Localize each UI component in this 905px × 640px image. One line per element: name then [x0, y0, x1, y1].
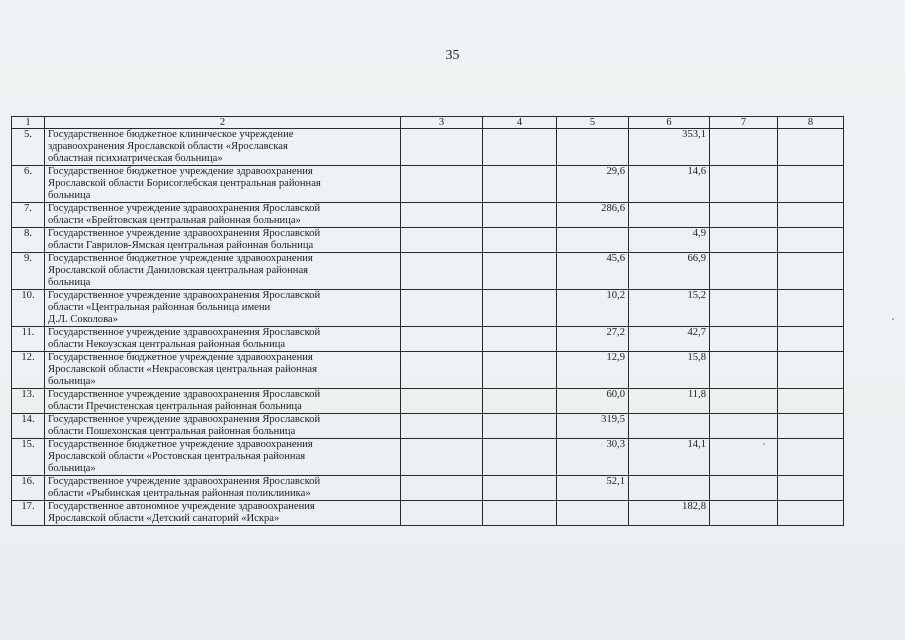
value-cell-col-5: 29,6: [557, 166, 629, 203]
institution-name: [45, 439, 401, 476]
value-cell-col-4: [483, 439, 557, 476]
value-cell-col-7: [710, 352, 778, 389]
value-cell-col-3: [401, 228, 483, 253]
value-cell-col-8: [778, 327, 844, 352]
value-cell-col-3: [401, 414, 483, 439]
value-cell-col-6: 14,1: [629, 439, 710, 476]
institution-name: [45, 203, 401, 228]
value-cell-col-8: [778, 389, 844, 414]
value-cell-col-6: [629, 203, 710, 228]
table-row: [12, 129, 844, 166]
institution-name-line: Ярославской области «Ростовская центральная районная: [48, 451, 306, 462]
institution-name-line: больница»: [48, 463, 96, 474]
table-row: [12, 253, 844, 290]
value-cell-col-5: 52,1: [557, 476, 629, 501]
institution-name-line: области Гаврилов-Ямская центральная районная больница: [48, 240, 314, 251]
value-cell-col-7: [710, 129, 778, 166]
institution-name-line: больница: [48, 190, 91, 201]
value-cell-col-6: 14,6: [629, 166, 710, 203]
value-cell-col-5: 12,9: [557, 352, 629, 389]
table-row: [12, 228, 844, 253]
value-cell-col-3: [401, 476, 483, 501]
value-cell-col-3: [401, 290, 483, 327]
header-cell: 4: [483, 117, 557, 129]
value-cell-col-5: 60,0: [557, 389, 629, 414]
institution-name: [45, 501, 401, 526]
institution-name-line: областная психиатрическая больница»: [48, 153, 223, 164]
value-cell-col-6: 11,8: [629, 389, 710, 414]
institution-name-line: Государственное учреждение здравоохранения Ярославской: [48, 476, 321, 487]
value-cell-col-3: [401, 501, 483, 526]
institution-name-line: области «Брейтовская центральная районная больница»: [48, 215, 301, 226]
row-number: 5.: [12, 129, 45, 166]
value-cell-col-4: [483, 414, 557, 439]
institution-name-line: Государственное бюджетное учреждение здравоохранения: [48, 439, 313, 450]
value-cell-col-7: [710, 166, 778, 203]
page-number: 35: [445, 48, 460, 63]
institution-name: [45, 290, 401, 327]
institution-name-line: Государственное бюджетное учреждение здравоохранения: [48, 352, 313, 363]
value-cell-col-5: 30,3: [557, 439, 629, 476]
header-cell: 6: [629, 117, 710, 129]
value-cell-col-4: [483, 476, 557, 501]
value-cell-col-8: [778, 253, 844, 290]
value-cell-col-8: [778, 290, 844, 327]
institution-name-line: Государственное автономное учреждение здравоохранения: [48, 501, 315, 512]
value-cell-col-8: [778, 439, 844, 476]
value-cell-col-3: [401, 129, 483, 166]
value-cell-col-6: [629, 476, 710, 501]
row-number: 10.: [12, 290, 45, 327]
value-cell-col-4: [483, 501, 557, 526]
value-cell-col-3: [401, 439, 483, 476]
table-row: [12, 439, 844, 476]
row-number: 15.: [12, 439, 45, 476]
table-row: [12, 501, 844, 526]
value-cell-col-5: 319,5: [557, 414, 629, 439]
value-cell-col-3: [401, 203, 483, 228]
institution-name-line: области Пречистенская центральная районная больница: [48, 401, 302, 412]
header-cell: 7: [710, 117, 778, 129]
institution-name-line: Государственное бюджетное учреждение здравоохранения: [48, 166, 313, 177]
table-row: [12, 352, 844, 389]
value-cell-col-4: [483, 166, 557, 203]
value-cell-col-7: [710, 439, 778, 476]
institution-name-line: области «Центральная районная больница имени: [48, 302, 271, 313]
institution-name: [45, 476, 401, 501]
header-cell: 1: [12, 117, 45, 129]
institution-name-line: Ярославской области «Некрасовская центральная районная: [48, 364, 317, 375]
institution-name-line: Государственное учреждение здравоохранения Ярославской: [48, 290, 321, 301]
value-cell-col-4: [483, 389, 557, 414]
value-cell-col-5: 27,2: [557, 327, 629, 352]
value-cell-col-4: [483, 290, 557, 327]
value-cell-col-7: [710, 389, 778, 414]
institution-name-line: Государственное учреждение здравоохранения Ярославской: [48, 203, 321, 214]
scan-speck: [763, 443, 765, 445]
institution-name-line: Ярославской области Даниловская центральная районная: [48, 265, 309, 276]
value-cell-col-8: [778, 166, 844, 203]
value-cell-col-6: 15,2: [629, 290, 710, 327]
institution-name-line: области «Рыбинская центральная районная поликлиника»: [48, 488, 311, 499]
table-header-row: [12, 117, 844, 129]
institution-name-line: Ярославской области Борисоглебская центральная районная: [48, 178, 321, 189]
value-cell-col-8: [778, 476, 844, 501]
value-cell-col-6: [629, 414, 710, 439]
header-cell: 3: [401, 117, 483, 129]
table-row: [12, 203, 844, 228]
value-cell-col-7: [710, 228, 778, 253]
value-cell-col-3: [401, 327, 483, 352]
value-cell-col-5: 45,6: [557, 253, 629, 290]
institution-name-line: Государственное бюджетное учреждение здравоохранения: [48, 253, 313, 264]
value-cell-col-6: 182,8: [629, 501, 710, 526]
row-number: 16.: [12, 476, 45, 501]
row-number: 6.: [12, 166, 45, 203]
value-cell-col-6: 15,8: [629, 352, 710, 389]
institution-name-line: Государственное учреждение здравоохранения Ярославской: [48, 327, 321, 338]
header-cell: 2: [45, 117, 401, 129]
row-number: 13.: [12, 389, 45, 414]
row-number: 9.: [12, 253, 45, 290]
institution-name: [45, 352, 401, 389]
value-cell-col-7: [710, 414, 778, 439]
value-cell-col-6: 66,9: [629, 253, 710, 290]
institution-name-line: Государственное учреждение здравоохранения Ярославской: [48, 389, 321, 400]
institution-name-line: области Пошехонская центральная районная больница: [48, 426, 296, 437]
institution-name: [45, 253, 401, 290]
institution-name-line: Д.Л. Соколова»: [48, 314, 118, 325]
value-cell-col-3: [401, 352, 483, 389]
institution-name: [45, 228, 401, 253]
value-cell-col-8: [778, 203, 844, 228]
row-number: 12.: [12, 352, 45, 389]
value-cell-col-4: [483, 203, 557, 228]
institution-name-line: Государственное учреждение здравоохранения Ярославской: [48, 414, 321, 425]
value-cell-col-4: [483, 327, 557, 352]
value-cell-col-7: [710, 476, 778, 501]
institution-name: [45, 389, 401, 414]
table-row: [12, 476, 844, 501]
value-cell-col-7: [710, 203, 778, 228]
value-cell-col-5: [557, 228, 629, 253]
value-cell-col-8: [778, 414, 844, 439]
institution-name: [45, 166, 401, 203]
value-cell-col-6: 353,1: [629, 129, 710, 166]
value-cell-col-5: [557, 129, 629, 166]
institution-name-line: больница»: [48, 376, 96, 387]
value-cell-col-8: [778, 228, 844, 253]
value-cell-col-5: 10,2: [557, 290, 629, 327]
table-row: [12, 290, 844, 327]
row-number: 8.: [12, 228, 45, 253]
table-body: [12, 129, 844, 526]
value-cell-col-5: [557, 501, 629, 526]
value-cell-col-3: [401, 166, 483, 203]
value-cell-col-5: 286,6: [557, 203, 629, 228]
value-cell-col-8: [778, 129, 844, 166]
row-number: 7.: [12, 203, 45, 228]
institution-name-line: Государственное бюджетное клиническое учреждение: [48, 129, 294, 140]
value-cell-col-7: [710, 290, 778, 327]
value-cell-col-7: [710, 327, 778, 352]
value-cell-col-4: [483, 228, 557, 253]
table-row: [12, 389, 844, 414]
allocation-table: [11, 116, 844, 526]
value-cell-col-4: [483, 352, 557, 389]
institution-name-line: больница: [48, 277, 91, 288]
value-cell-col-8: [778, 352, 844, 389]
value-cell-col-7: [710, 253, 778, 290]
header-cell: 8: [778, 117, 844, 129]
value-cell-col-8: [778, 501, 844, 526]
value-cell-col-6: 42,7: [629, 327, 710, 352]
table-row: [12, 166, 844, 203]
table-row: [12, 327, 844, 352]
institution-name-line: области Некоузская центральная районная больница: [48, 339, 286, 350]
table-row: [12, 414, 844, 439]
institution-name-line: здравоохранения Ярославской области «Ярославская: [48, 141, 288, 152]
institution-name: [45, 414, 401, 439]
institution-name: [45, 129, 401, 166]
value-cell-col-3: [401, 253, 483, 290]
value-cell-col-3: [401, 389, 483, 414]
institution-name-line: Ярославской области «Детский санаторий «Искра»: [48, 513, 280, 524]
value-cell-col-7: [710, 501, 778, 526]
header-cell: 5: [557, 117, 629, 129]
institution-name: [45, 327, 401, 352]
value-cell-col-6: 4,9: [629, 228, 710, 253]
row-number: 14.: [12, 414, 45, 439]
institution-name-line: Государственное учреждение здравоохранения Ярославской: [48, 228, 321, 239]
scan-speck: [892, 318, 894, 320]
row-number: 11.: [12, 327, 45, 352]
value-cell-col-4: [483, 129, 557, 166]
value-cell-col-4: [483, 253, 557, 290]
row-number: 17.: [12, 501, 45, 526]
